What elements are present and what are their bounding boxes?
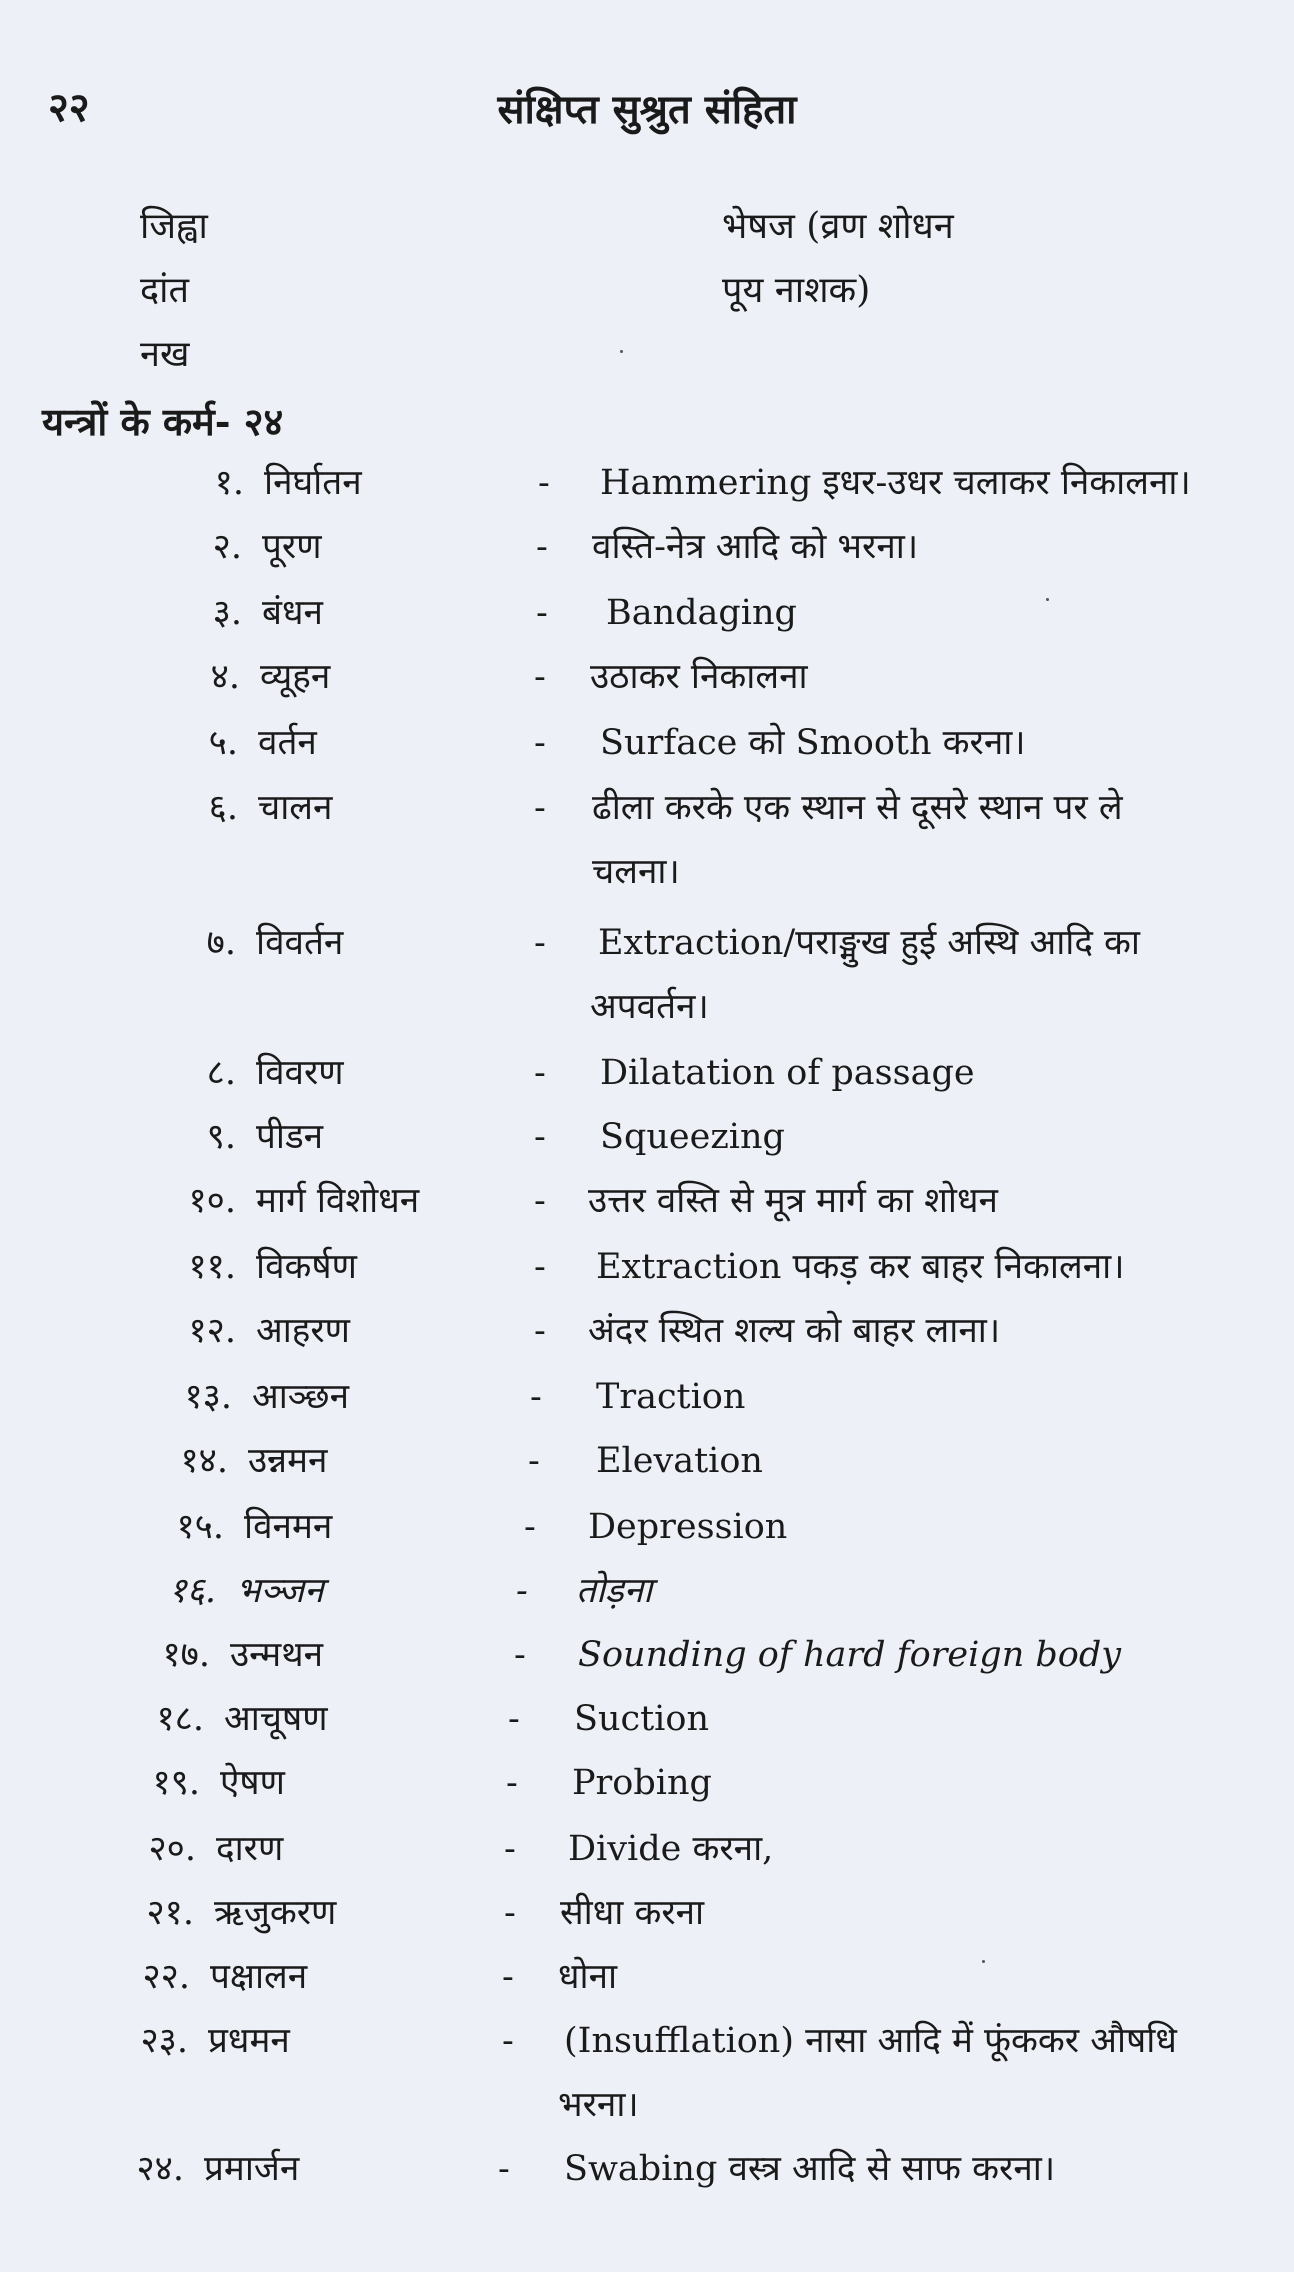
item-number: २४. (136, 2149, 184, 2189)
item-dash: - (498, 2149, 510, 2189)
item-term: पूरण (262, 527, 322, 567)
item-number: १७. (162, 1635, 210, 1675)
item-number: ३. (212, 593, 242, 633)
item-term: प्रधमन (208, 2021, 290, 2061)
item-number: १८. (156, 1699, 204, 1739)
item-meaning: Bandaging (606, 593, 797, 633)
item-term: दारण (216, 1829, 284, 1869)
item-number: १३. (184, 1377, 232, 1417)
item-term: आचूषण (224, 1699, 328, 1739)
item-term: उन्मथन (230, 1635, 324, 1675)
item-dash: - (534, 1181, 546, 1221)
item-dash: - (534, 657, 546, 697)
item-term: मार्ग विशोधन (256, 1181, 420, 1221)
item-dash: - (536, 593, 548, 633)
item-meaning: Depression (588, 1507, 788, 1547)
item-term: पीडन (256, 1117, 324, 1157)
item-meaning: उठाकर निकालना (590, 657, 808, 697)
item-meaning: Extraction पकड़ कर बाहर निकालना। (596, 1247, 1125, 1287)
item-number: ७. (206, 923, 236, 963)
item-meaning: ढीला करके एक स्थान से दूसरे स्थान पर ले (592, 788, 1123, 828)
paper-speck (1046, 598, 1049, 601)
item-meaning: (Insufflation) नासा आदि में फूंककर औषधि (564, 2021, 1177, 2061)
item-number: ५. (208, 723, 238, 763)
item-dash: - (516, 1571, 528, 1611)
page-number: २२ (48, 84, 90, 131)
item-dash: - (534, 788, 546, 828)
item-number: १०. (188, 1181, 236, 1221)
item-meaning: सीधा करना (560, 1893, 705, 1933)
item-term: भञ्जन (236, 1571, 324, 1611)
item-term: उन्नमन (248, 1441, 328, 1481)
item-term: ऐषण (220, 1763, 285, 1803)
section-heading: यन्त्रों के कर्म- २४ (42, 399, 284, 444)
intro-right-column (722, 195, 954, 323)
item-meaning: Extraction/पराङ्मुख हुई अस्थि आदि का (598, 923, 1140, 963)
intro-left-item: दांत (140, 270, 189, 311)
item-term: प्रमार्जन (204, 2149, 300, 2189)
item-dash: - (534, 1053, 546, 1093)
item-meaning: Swabing वस्त्र आदि से साफ करना। (564, 2149, 1056, 2189)
item-dash: - (528, 1441, 540, 1481)
item-meaning: उत्तर वस्ति से मूत्र मार्ग का शोधन (588, 1181, 998, 1221)
item-meaning: Surface को Smooth करना। (600, 723, 1026, 763)
item-number: ९. (206, 1117, 236, 1157)
item-dash: - (538, 463, 550, 503)
item-meaning: Dilatation of passage (600, 1053, 975, 1093)
item-dash: - (508, 1699, 520, 1739)
item-dash: - (514, 1635, 526, 1675)
item-meaning: Traction (596, 1377, 746, 1417)
item-dash: - (534, 923, 546, 963)
item-meaning: Elevation (596, 1441, 763, 1481)
item-term: व्यूहन (260, 657, 331, 697)
item-dash: - (534, 1247, 546, 1287)
item-term: चालन (258, 788, 333, 828)
item-meaning-continued: अपवर्तन। (590, 987, 709, 1027)
item-meaning: Probing (572, 1763, 712, 1803)
item-dash: - (534, 723, 546, 763)
intro-right-item: भेषज (व्रण शोधन (722, 206, 954, 247)
item-number: २. (212, 527, 242, 567)
item-meaning: तोड़ना (576, 1571, 653, 1611)
item-term: निर्घातन (264, 463, 362, 503)
item-term: वर्तन (258, 723, 317, 763)
item-dash: - (524, 1507, 536, 1547)
item-dash: - (536, 527, 548, 567)
item-number: ८. (206, 1053, 236, 1093)
item-dash: - (504, 1829, 516, 1869)
item-dash: - (534, 1311, 546, 1351)
item-number: १६. (168, 1571, 216, 1611)
item-meaning: अंदर स्थित शल्य को बाहर लाना। (588, 1311, 1001, 1351)
item-dash: - (530, 1377, 542, 1417)
item-term: विवरण (256, 1053, 344, 1093)
item-dash: - (502, 2021, 514, 2061)
item-number: १९. (152, 1763, 200, 1803)
item-dash: - (502, 1957, 514, 1997)
item-meaning: Sounding of hard foreign body (578, 1635, 1122, 1675)
item-term: बंधन (262, 593, 323, 633)
item-number: ४. (210, 657, 240, 697)
item-number: २३. (140, 2021, 188, 2061)
item-number: १५. (176, 1507, 224, 1547)
intro-right-item: पूय नाशक) (722, 270, 871, 311)
item-number: ६. (208, 788, 238, 828)
item-term: ऋजुकरण (214, 1893, 337, 1933)
item-term: विनमन (244, 1507, 333, 1547)
item-term: आञ्छन (252, 1377, 350, 1417)
item-number: १. (214, 463, 244, 503)
item-meaning: Squeezing (600, 1117, 785, 1157)
item-term: विकर्षण (256, 1247, 357, 1287)
item-dash: - (506, 1763, 518, 1803)
item-meaning-continued: भरना। (558, 2085, 639, 2125)
item-number: २१. (146, 1893, 194, 1933)
item-meaning: वस्ति-नेत्र आदि को भरना। (592, 527, 919, 567)
item-number: १२. (188, 1311, 236, 1351)
item-dash: - (504, 1893, 516, 1933)
paper-speck (620, 350, 623, 353)
intro-left-column (140, 195, 208, 387)
page-title: संक्षिप्त सुश्रुत संहिता (497, 86, 797, 133)
item-dash: - (534, 1117, 546, 1157)
intro-left-item: नख (140, 334, 190, 375)
item-term: आहरण (256, 1311, 350, 1351)
item-meaning: धोना (558, 1957, 618, 1997)
item-meaning-continued: चलना। (592, 852, 680, 892)
item-meaning: Hammering इधर-उधर चलाकर निकालना। (600, 463, 1191, 503)
item-meaning: Suction (574, 1699, 709, 1739)
intro-left-item: जिह्वा (140, 206, 208, 247)
item-meaning: Divide करना, (568, 1829, 774, 1869)
item-number: २०. (148, 1829, 196, 1869)
item-term: विवर्तन (256, 923, 344, 963)
item-number: १४. (180, 1441, 228, 1481)
paper-speck (982, 1960, 985, 1963)
item-number: २२. (142, 1957, 190, 1997)
item-number: ११. (188, 1247, 236, 1287)
item-term: पक्षालन (210, 1957, 308, 1997)
